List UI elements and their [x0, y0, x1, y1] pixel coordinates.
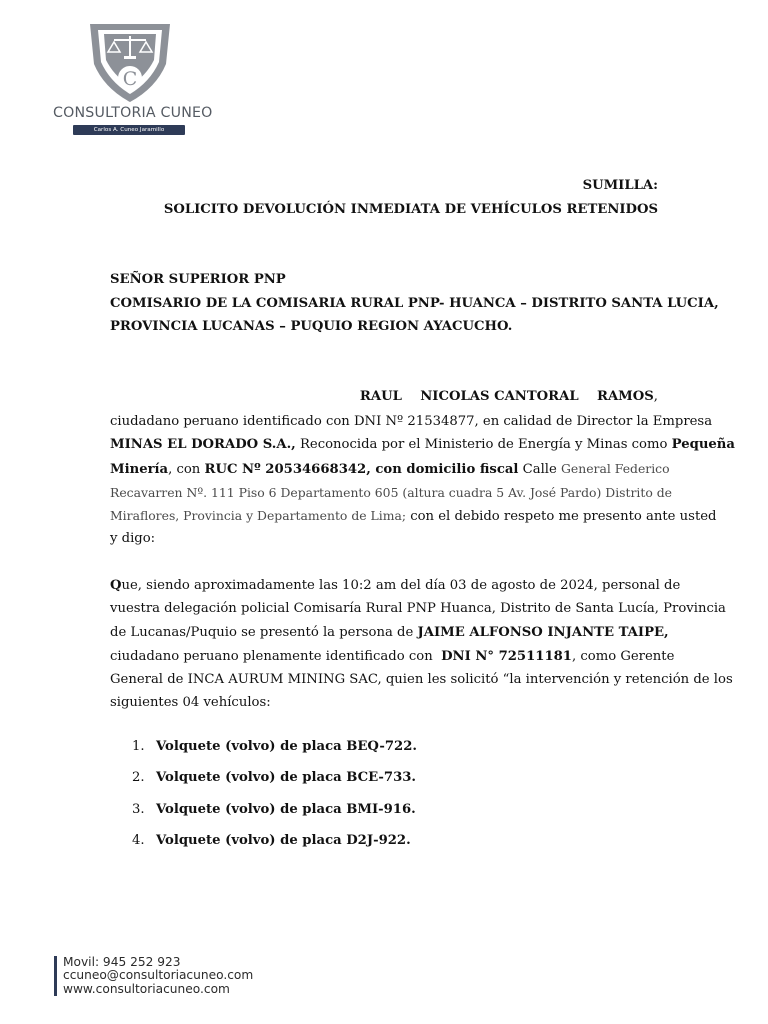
footer-email[interactable]: ccuneo@consultoriacuneo.com — [63, 968, 254, 983]
intro-line-6 — [110, 504, 717, 528]
vehicle-text: Volquete (volvo) de placa BMI-916. — [156, 802, 416, 817]
company-name: MINAS EL DORADO S.A., — [110, 437, 296, 452]
addressee-line-2: COMISARIO DE LA COMISARIA RURAL PNP- HUANCA – DISTRITO SANTA LUCIA, — [110, 296, 719, 311]
intro-line-4-text-1: , con — [168, 462, 205, 477]
body-line-5: General de INCA AURUM MINING SAC, quien les solicitó “la intervención y retención de los — [110, 672, 733, 687]
body-line-3-text: de Lucanas/Puquio se presentó la persona de — [110, 625, 418, 640]
list-number: 4. — [132, 833, 145, 848]
body-line-1-text: ue, siendo aproximadamente las 10:2 am del día 03 de agosto de 2024, personal de — [121, 578, 681, 593]
addressee-line-3: PROVINCIA LUCANAS – PUQUIO REGION AYACUCHO. — [110, 319, 513, 334]
intro-line-3-bold: Pequeña — [671, 437, 735, 452]
logo-letter: C — [122, 68, 138, 90]
intro-line-3-text: Reconocida por el Ministerio de Energía y Minas como — [295, 437, 672, 452]
intro-line-2: ciudadano peruano identificado con DNI Nº 21534877, en calidad de Director la Empresa — [110, 414, 713, 429]
vehicle-text: Volquete (volvo) de placa D2J-922. — [156, 833, 411, 848]
shield-scales-icon — [84, 18, 176, 106]
intro-line-5: Recavarren Nº. 111 Piso 6 Departamento 605 (altura cuadra 5 Av. José Pardo) Distrito de — [110, 485, 673, 500]
addressee-line-1: SEÑOR SUPERIOR PNP — [110, 272, 286, 287]
list-number: 3. — [132, 802, 145, 817]
person-dni: DNI N° 72511181 — [441, 649, 572, 664]
sumilla-label: SUMILLA: — [582, 178, 658, 193]
body-line-1 — [110, 574, 681, 597]
intro-line-4 — [110, 457, 670, 481]
intro-line-6-grey: Miraflores, Provincia y Departamento de Lima; — [110, 508, 407, 523]
body-line-3 — [110, 621, 669, 644]
intro-line-6-text: con el debido respeto me presento ante usted — [406, 509, 717, 524]
petitioner-name-line — [110, 385, 658, 408]
list-number: 2. — [132, 770, 145, 785]
footer-contact — [54, 956, 253, 996]
body-line-2: vuestra delegación policial Comisaría Rural PNP Huanca, Distrito de Santa Lucía, Provincia — [110, 601, 726, 616]
intro-line-4-bold-1: Minería — [110, 462, 169, 477]
body-line-6: siguientes 04 vehículos: — [110, 695, 271, 710]
ruc-domicile: RUC Nº 20534668342, con domicilio fiscal — [204, 462, 519, 477]
intro-line-7: y digo: — [110, 531, 156, 546]
list-item — [132, 739, 417, 754]
petitioner-name-comma: , — [653, 389, 658, 404]
logo-company-name: CONSULTORIA CUNEO — [53, 105, 213, 121]
vehicle-text: Volquete (volvo) de placa BCE-733. — [156, 770, 417, 785]
intro-line-4-grey: General Federico — [561, 461, 670, 476]
logo-subtitle: Carlos A. Cuneo Jaramillo — [73, 125, 185, 135]
list-number: 1. — [132, 739, 145, 754]
footer-website[interactable]: www.consultoriacuneo.com — [63, 981, 230, 996]
list-item — [132, 770, 416, 785]
list-item — [132, 802, 416, 817]
body-line-4-text-2: , como Gerente — [571, 649, 675, 664]
list-item — [132, 833, 411, 848]
vehicle-text: Volquete (volvo) de placa BEQ-722. — [156, 739, 417, 754]
body-first-letter: Q — [110, 578, 122, 593]
sumilla-text: SOLICITO DEVOLUCIÓN INMEDIATA DE VEHÍCULOS RETENIDOS — [163, 202, 658, 217]
body-line-4-text: ciudadano peruano plenamente identificado con — [110, 649, 442, 664]
company-logo — [50, 18, 213, 140]
intro-line-4-text-2: Calle — [518, 462, 562, 477]
petitioner-name: RAUL NICOLAS CANTORAL RAMOS — [359, 389, 654, 404]
footer-phone: Movil: 945 252 923 — [63, 955, 181, 969]
person-name: JAIME ALFONSO INJANTE TAIPE, — [417, 625, 669, 640]
body-line-4 — [110, 645, 675, 668]
intro-line-3 — [110, 433, 735, 456]
